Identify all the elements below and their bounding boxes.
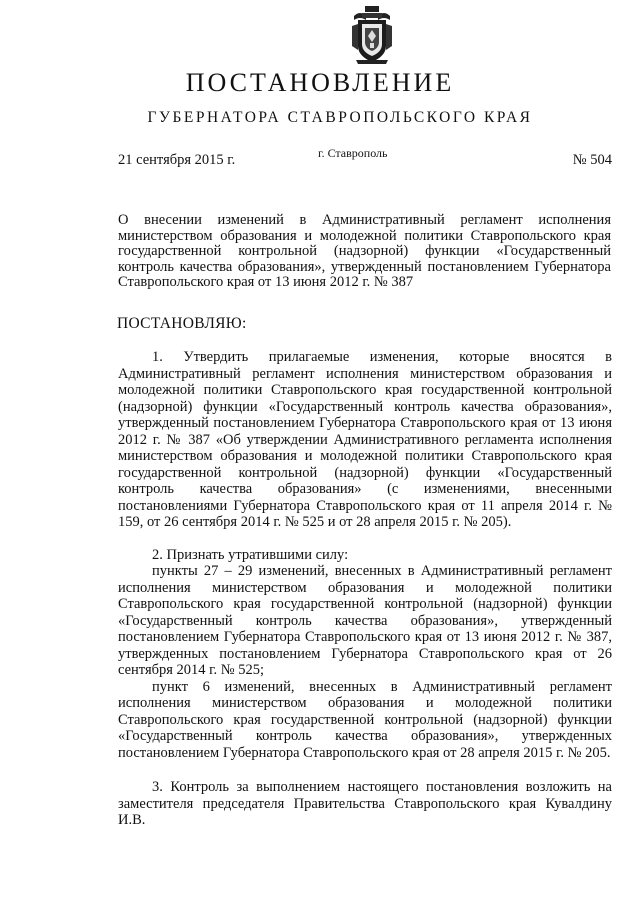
document-number: № 504: [572, 152, 612, 168]
document-body: [118, 349, 612, 829]
document-city: г. Ставрополь: [318, 146, 388, 160]
paragraph-2-item-1: пункты 27 – 29 изменений, внесенных в Административный регламент исполнения министерством образования и молодежной политики Ставропольского края государственной контрольной (надзорной) функции «Государственный контроль качества образования», утвержденный постановлением Губернатора Ставропольского края от 13 июня 2012 г. № 387, утвержденных постановлением Губернатора Ставропольского края от 26 сентября 2014 г. № 525;: [118, 563, 612, 678]
paragraph-1: 1. Утвердить прилагаемые изменения, которые вносятся в Административный регламент исполнения министерством образования и молодежной политики Ставропольского края государственной контрольной (надзорной) функции «Государственный контроль качества образования», утвержденный постановлением Губернатора Ставропольского края от 13 июня 2012 г. № 387 «Об утверждении Административного регламента исполнения министерством образования и молодежной политики Ставропольского края государственной контрольной (надзорной) функции «Государственный контроль качества образования» (с изменениями, внесенными постановлениями Губернатора Ставропольского края от 11 апреля 2014 г. № 159, от 26 сентября 2014 г. № 525 и от 28 апреля 2015 г. № 205).: [118, 349, 612, 530]
paragraph-2: 2. Признать утратившими силу:: [152, 546, 349, 563]
decree-word: ПОСТАНОВЛЯЮ:: [117, 315, 247, 332]
document-meta: [118, 146, 612, 174]
coat-of-arms-icon: [350, 6, 394, 66]
document-issuer: ГУБЕРНАТОРА СТАВРОПОЛЬСКОГО КРАЯ: [147, 109, 533, 126]
paragraph-2-item-2: пункт 6 изменений, внесенных в Административный регламент исполнения министерством образования и молодежной политики Ставропольского края государственной контрольной (надзорной) функции «Государственный контроль качества образования», утвержденных постановлением Губернатора Ставропольского края от 28 апреля 2015 г. № 205.: [118, 678, 612, 761]
document-date: 21 сентября 2015 г.: [118, 152, 236, 168]
document-subject: О внесении изменений в Административный регламент исполнения министерством образования и молодежной политики Ставропольского края государственной контрольной (надзорной) функции «Государственный контроль качества образования», утвержденный постановлением Губернатора Ставропольского края от 13 июня 2012 г. № 387: [118, 212, 611, 290]
document-title: ПОСТАНОВЛЕНИЕ: [185, 68, 455, 97]
paragraph-3: 3. Контроль за выполнением настоящего постановления возложить на заместителя председателя Правительства Ставропольского края Кувалдину И.В.: [118, 779, 612, 828]
